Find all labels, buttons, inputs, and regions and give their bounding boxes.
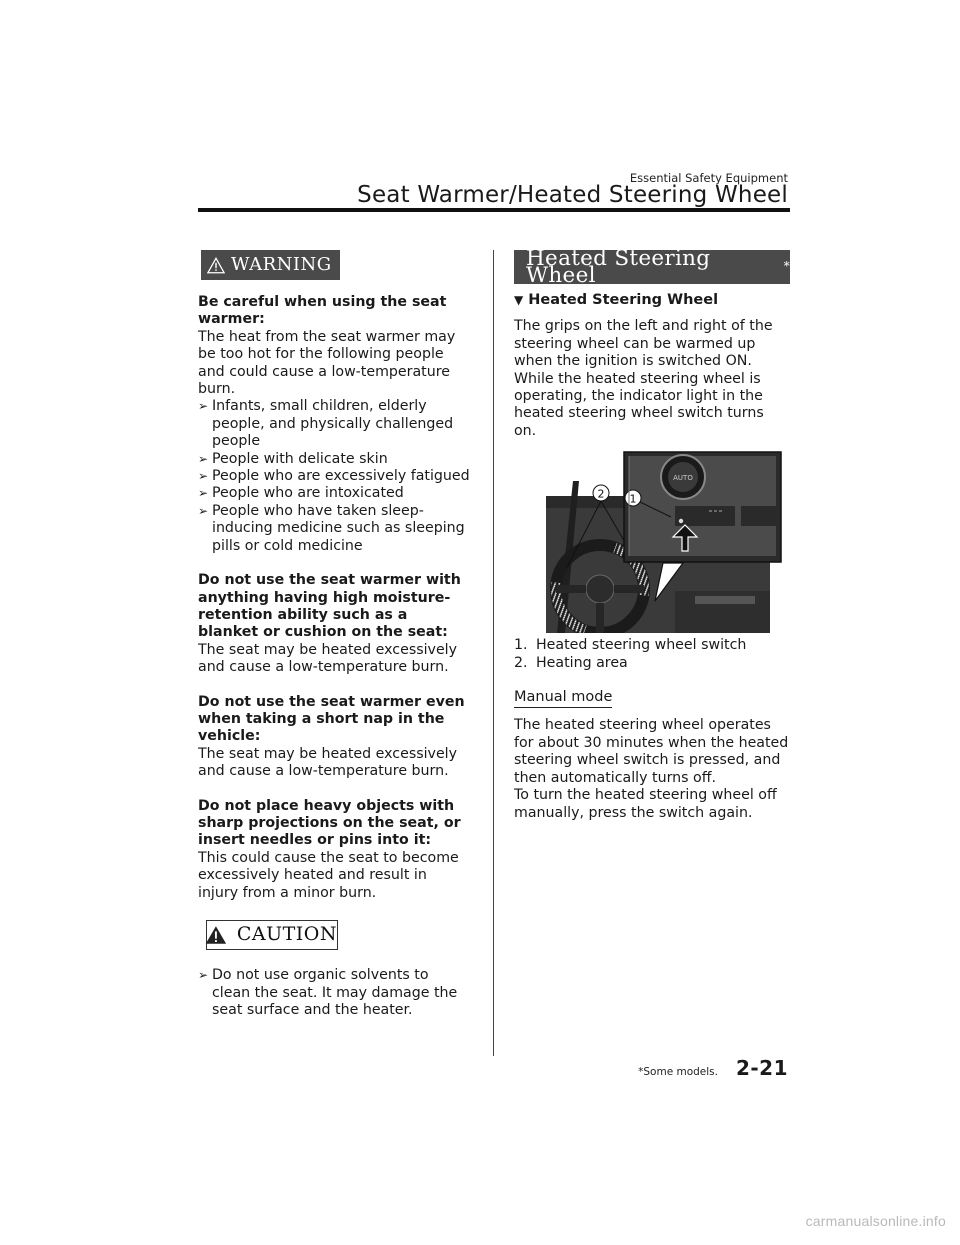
manual-mode-text: The heated steering wheel operates for about 30 minutes when the heated steering wheel switch is pressed, and then automatically turns off. xyxy=(514,717,789,786)
section-banner xyxy=(514,245,790,288)
nap-warning-text: The seat may be heated excessively and cause a low-temperature burn. xyxy=(198,745,458,780)
warning-intro-heading: Be careful when using the seat warmer: xyxy=(198,294,447,328)
list-item: ➢ People who are intoxicated xyxy=(198,485,470,502)
column-divider xyxy=(493,250,494,1056)
warning-label: WARNING xyxy=(231,254,332,276)
list-item: ➢ People who have taken sleep-inducing medicine such as sleeping pills or cold medicine xyxy=(198,503,470,555)
steering-wheel-illustration xyxy=(545,451,783,633)
page-title: Seat Warmer/Heated Steering Wheel xyxy=(357,182,788,208)
triangle-down-icon: ▼ xyxy=(514,293,524,307)
moisture-warning-text: The seat may be heated excessively and cause a low-temperature burn. xyxy=(198,641,458,676)
warning-icon xyxy=(207,257,225,274)
auto-button-label: AUTO xyxy=(673,474,693,483)
warning-intro-text: The heat from the seat warmer may be too hot for the following people and could cause a low-temperature burn. xyxy=(198,328,456,398)
legend-number: 2. xyxy=(514,654,528,671)
caution-bullet-list xyxy=(198,967,470,1019)
sub-heading xyxy=(514,292,790,309)
figure-legend-item-2 xyxy=(514,655,790,672)
sharp-objects-warning-text: This could cause the seat to become excessively heated and result in injury from a minor burn. xyxy=(198,849,459,901)
list-item: ➢ Infants, small children, elderly people, and physically challenged people xyxy=(198,398,470,450)
callout-2: 2 xyxy=(597,487,605,501)
legend-text: Heated steering wheel switch xyxy=(536,637,747,654)
manual-mode-off-text: To turn the heated steering wheel off manually, press the switch again. xyxy=(514,787,777,821)
manual-mode-heading: Manual mode xyxy=(514,689,612,708)
footnote-mark: * xyxy=(783,259,790,274)
warning-bullet-list xyxy=(198,398,470,555)
page-number: 2-21 xyxy=(735,1056,788,1080)
sub-heading-label: Heated Steering Wheel xyxy=(528,292,719,308)
warning-badge xyxy=(201,250,340,280)
caution-label: CAUTION xyxy=(236,923,337,946)
footnote: *Some models. xyxy=(638,1066,718,1078)
section-title: Heated Steering Wheel xyxy=(526,245,711,288)
watermark: carmanualsonline.info xyxy=(805,1213,946,1229)
header-section-label: Essential Safety Equipment xyxy=(629,171,788,185)
left-column xyxy=(198,250,470,1020)
header-rule xyxy=(198,208,790,212)
callout-1: 1 xyxy=(629,492,637,506)
list-item: ➢ People with delicate skin xyxy=(198,451,470,468)
list-item: ➢ Do not use organic solvents to clean the seat. It may damage the seat surface and the heater. xyxy=(198,967,470,1019)
legend-text: Heating area xyxy=(536,654,628,671)
caution-badge xyxy=(206,920,338,950)
caution-icon xyxy=(205,922,227,948)
steering-wheel-figure xyxy=(545,451,783,633)
moisture-warning-heading: Do not use the seat warmer with anything having high moisture-retention ability such as a blanket or cushion on the seat: xyxy=(198,572,461,641)
figure-legend-item-1 xyxy=(514,637,790,654)
intro-text: The grips on the left and right of the steering wheel can be warmed up when the ignition is switched ON. While the heated steering wheel is operating, the indicator light in the heated steering wheel switch turns on. xyxy=(514,318,773,439)
right-column xyxy=(514,245,790,822)
sharp-objects-warning-heading: Do not place heavy objects with sharp projections on the seat, or insert needles or pins into it: xyxy=(198,797,461,849)
legend-number: 1. xyxy=(514,637,528,654)
nap-warning-heading: Do not use the seat warmer even when taking a short nap in the vehicle: xyxy=(198,693,465,745)
list-item: ➢ People who are excessively fatigued xyxy=(198,468,470,485)
